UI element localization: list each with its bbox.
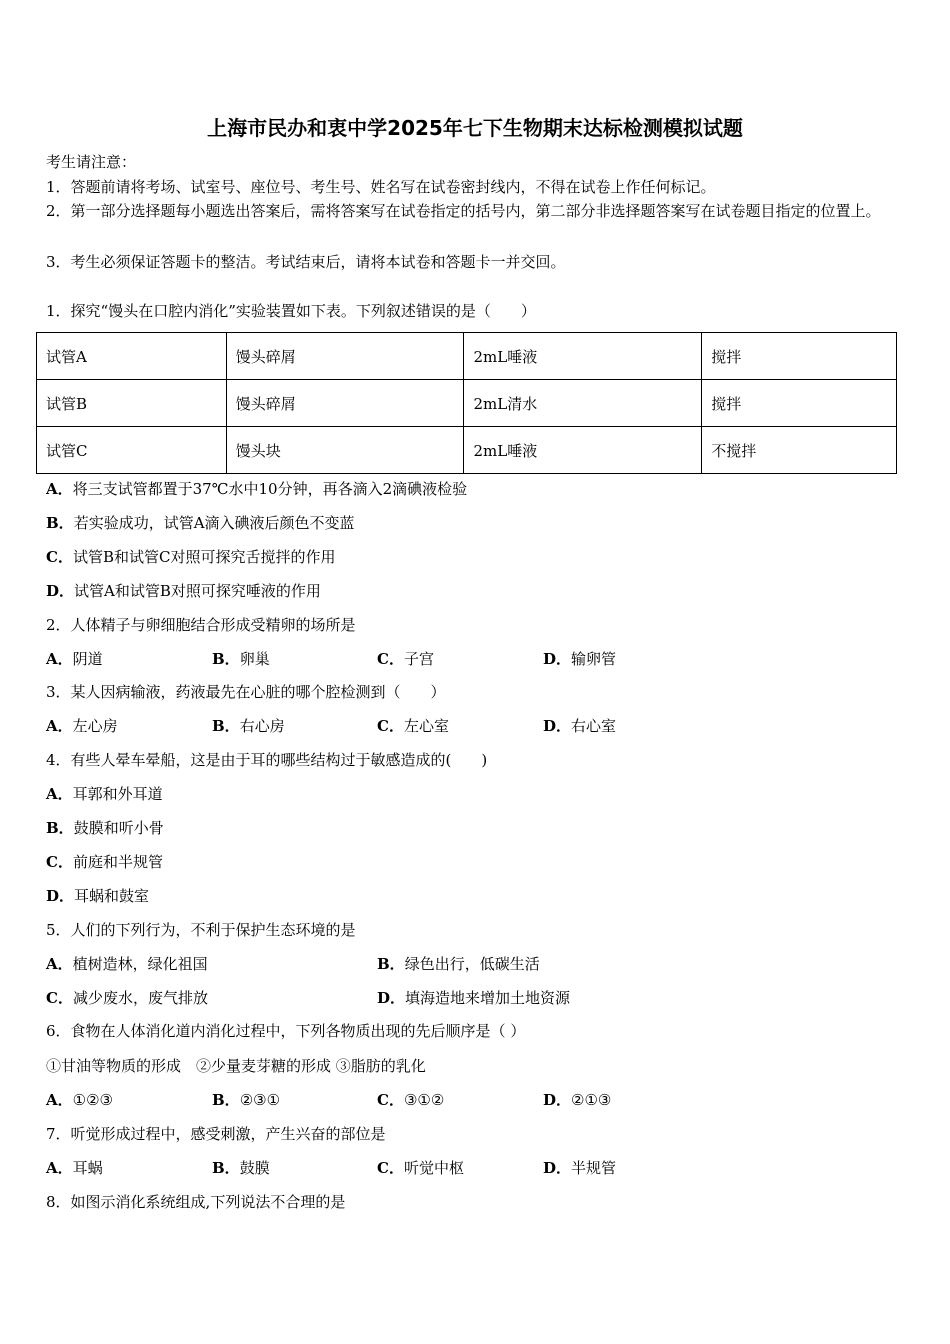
question-sub: ①甘油等物质的形成 ②少量麦芽糖的形成 ③脂肪的乳化 [46,1057,426,1075]
table-row [37,333,897,380]
question-stem: 3．某人因病输液，药液最先在心脏的哪个腔检测到（ ） [46,683,446,701]
question-stem: 1．探究“馒头在口腔内消化”实验装置如下表。下列叙述错误的是（ ） [46,302,536,320]
option-b: B．右心房 [212,717,285,735]
option-a: A．植树造林，绿化祖国 [46,955,208,973]
table-cell: 试管C [37,427,227,474]
page-title: 上海市民办和衷中学2025年七下生物期末达标检测模拟试题 [207,116,743,140]
table-cell: 2mL唾液 [464,333,702,380]
table-cell: 2mL清水 [464,380,702,427]
option-a: A．耳蜗 [46,1159,103,1177]
table-cell: 试管A [37,333,227,380]
option-c: C．减少废水，废气排放 [46,989,208,1007]
question-stem: 7．听觉形成过程中，感受刺激，产生兴奋的部位是 [46,1125,386,1143]
option-d: D．填海造地来增加土地资源 [377,989,571,1007]
option-a: A．阴道 [46,650,103,668]
question-stem: 6．食物在人体消化道内消化过程中，下列各物质出现的先后顺序是（ ） [46,1022,526,1040]
experiment-table [36,332,897,474]
option-d: D．②①③ [543,1091,612,1109]
option-d: D．输卵管 [543,650,617,668]
option-b: B．鼓膜 [212,1159,270,1177]
option-d: D．右心室 [543,717,617,735]
notice-heading: 考生请注意： [46,153,137,171]
notice-item: 1．答题前请将考场、试室号、座位号、考生号、姓名写在试卷密封线内，不得在试卷上作任何标记。 [46,178,716,196]
option-a: A．将三支试管都置于37℃水中10分钟，再各滴入2滴碘液检验 [46,480,468,498]
table-cell: 搅拌 [702,333,897,380]
option-c: C．左心室 [377,717,449,735]
option-b: B．卵巢 [212,650,270,668]
question-stem: 2．人体精子与卵细胞结合形成受精卵的场所是 [46,616,356,634]
question-stem: 8．如图示消化系统组成,下列说法不合理的是 [46,1193,346,1211]
option-a: A．①②③ [46,1091,113,1109]
notice-item: 2．第一部分选择题每小题选出答案后，需将答案写在试卷指定的括号内，第二部分非选择题答案写在试卷题目指定的位置上。 [46,202,881,220]
table-cell: 不搅拌 [702,427,897,474]
option-b: B．鼓膜和听小骨 [46,819,164,837]
table-cell: 馒头块 [226,427,464,474]
notice-item: 3．考生必须保证答题卡的整洁。考试结束后，请将本试卷和答题卡一并交回。 [46,253,566,271]
table-row [37,380,897,427]
option-c: C．子宫 [377,650,434,668]
table-cell: 试管B [37,380,227,427]
option-d: D．试管A和试管B对照可探究唾液的作用 [46,582,321,600]
table-cell: 2mL唾液 [464,427,702,474]
option-d: D．半规管 [543,1159,617,1177]
question-stem: 5．人们的下列行为，不利于保护生态环境的是 [46,921,356,939]
option-c: C．试管B和试管C对照可探究舌搅拌的作用 [46,548,336,566]
option-a: A．左心房 [46,717,118,735]
option-b: B．②③① [212,1091,281,1109]
table-cell: 馒头碎屑 [226,333,464,380]
option-d: D．耳蜗和鼓室 [46,887,150,905]
table-cell: 馒头碎屑 [226,380,464,427]
option-a: A．耳郭和外耳道 [46,785,163,803]
table-row [37,427,897,474]
question-stem: 4．有些人晕车晕船，这是由于耳的哪些结构过于敏感造成的( ) [46,751,488,769]
option-b: B．若实验成功，试管A滴入碘液后颜色不变蓝 [46,514,355,532]
option-c: C．前庭和半规管 [46,853,163,871]
option-c: C．听觉中枢 [377,1159,464,1177]
option-c: C．③①② [377,1091,445,1109]
table-cell: 搅拌 [702,380,897,427]
option-b: B．绿色出行，低碳生活 [377,955,540,973]
